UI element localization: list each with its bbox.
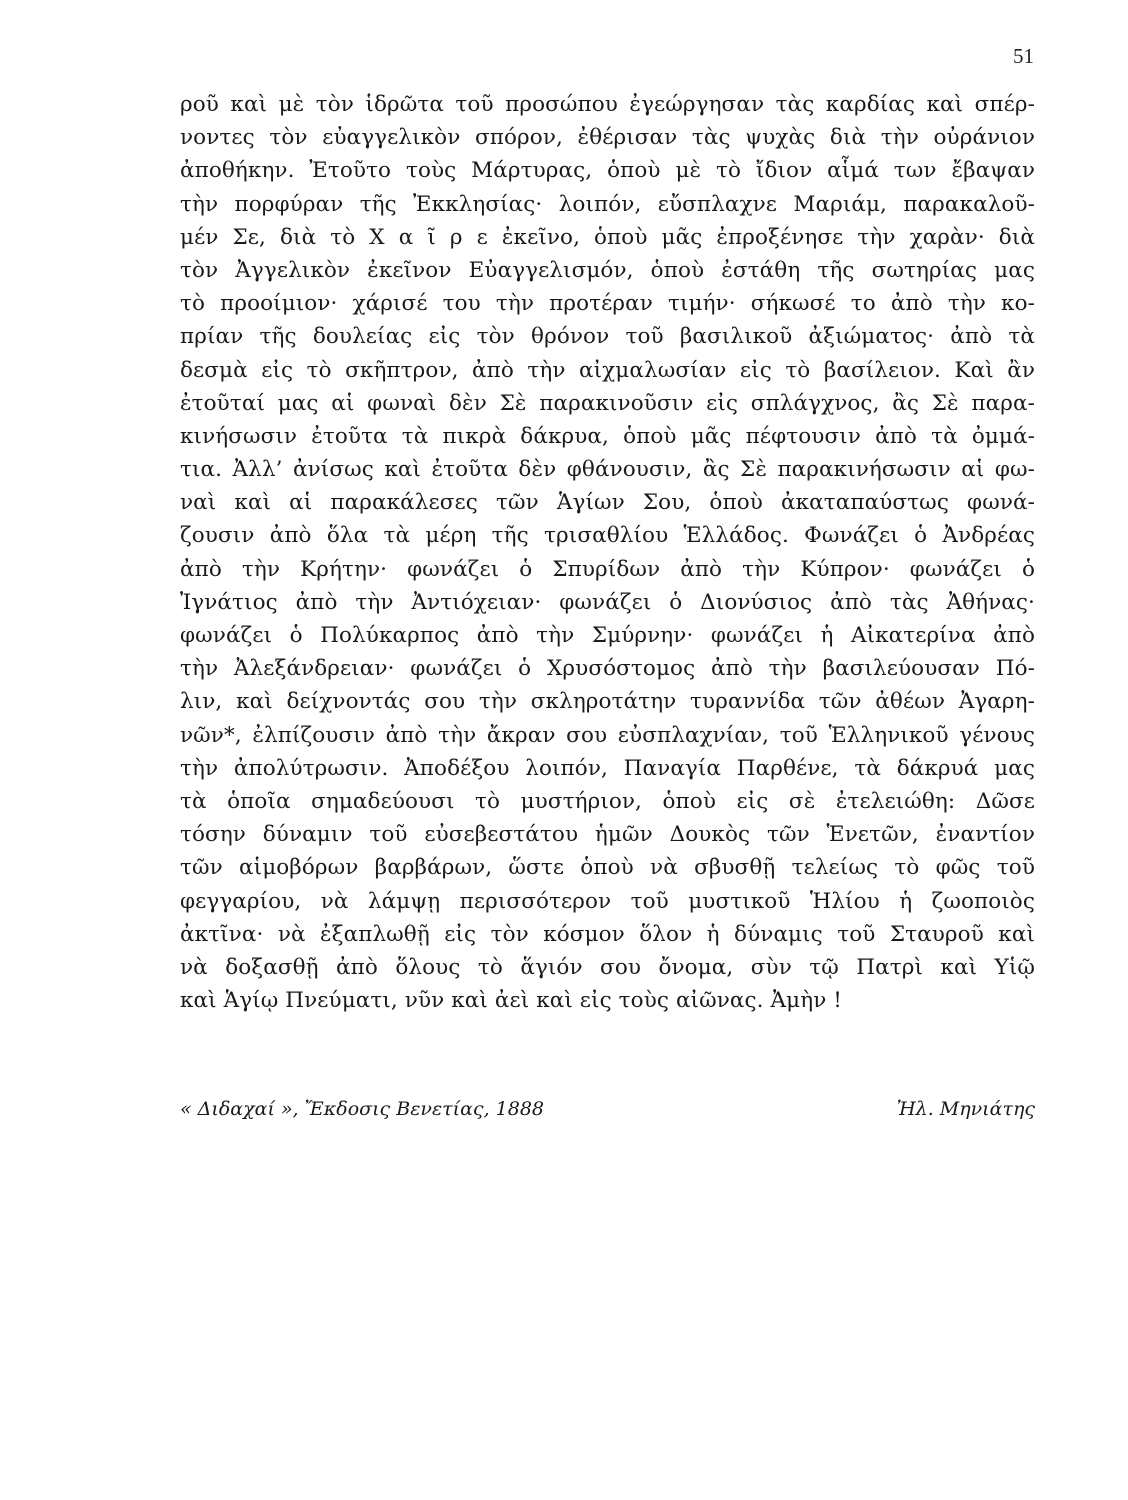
text-line: τὰ ὁποῖα σημαδεύουσι τὸ μυστήριον, ὁποὺ εἰς σὲ ἐτελειώθη: Δῶσε [180,788,1035,814]
author-name: Ἠλ. Μηνιάτης [896,1098,1035,1120]
text-line: τῶν αἱμοβόρων βαρβάρων, ὥστε ὁποὺ νὰ σβυσθῇ τελείως τὸ φῶς τοῦ [180,855,1035,881]
text-line: τόσην δύναμιν τοῦ εὐσεβεστάτου ἡμῶν Δουκὸς τῶν Ἑνετῶν, ἐναντίον [180,822,1035,848]
text-line: νοντες τὸν εὐαγγελικὸν σπόρον, ἐθέρισαν τὰς ψυχὰς διὰ τὴν οὐράνιον [180,125,1035,151]
text-line: τὴν Ἀλεξάνδρειαν· φωνάζει ὁ Χρυσόστομος ἀπὸ τὴν βασιλεύουσαν Πό- [180,656,1035,682]
text-line: φωνάζει ὁ Πολύκαρπος ἀπὸ τὴν Σμύρνην· φωνάζει ἡ Αἰκατερίνα ἀπὸ [180,623,1035,648]
text-line: πρίαν τῆς δουλείας εἰς τὸν θρόνον τοῦ βασιλικοῦ ἀξιώματος· ἀπὸ τὰ [180,324,1035,350]
text-line: φεγγαρίου, νὰ λάμψῃ περισσότερον τοῦ μυστικοῦ Ἡλίου ἡ ζωοποιὸς [180,888,1035,914]
source-citation: « Διδαχαί », Ἔκδοσις Βενετίας, 1888 [180,1098,545,1120]
body-text [180,88,1035,1017]
text-line: ἀπὸ τὴν Κρήτην· φωνάζει ὁ Σπυρίδων ἀπὸ τὴν Κύπρον· φωνάζει ὁ [180,556,1035,582]
text-line: ἀκτῖνα· νὰ ἐξαπλωθῇ εἰς τὸν κόσμον ὅλον ἡ δύναμις τοῦ Σταυροῦ καὶ [180,921,1035,947]
text-line: τὸ προοίμιον· χάρισέ του τὴν προτέραν τιμήν· σήκωσέ το ἀπὸ τὴν κο- [180,291,1035,317]
text-line: τὴν πορφύραν τῆς Ἐκκλησίας· λοιπόν, εὔσπλαχνε Μαριάμ, παρακαλοῦ- [180,191,1035,217]
text-line: ἀποθήκην. Ἐτοῦτο τοὺς Μάρτυρας, ὁποὺ μὲ τὸ ἴδιον αἷμά των ἔβαψαν [180,158,1035,184]
text-line: δεσμὰ εἰς τὸ σκῆπτρον, ἀπὸ τὴν αἰχμαλωσίαν εἰς τὸ βασίλειον. Καὶ ἂν [180,357,1035,383]
text-line: ἐτοῦταί μας αἱ φωναὶ δὲν Σὲ παρακινοῦσιν εἰς σπλάγχνος, ἂς Σὲ παρα- [180,390,1035,416]
page-number: 51 [1013,44,1034,68]
text-line: καὶ Ἁγίῳ Πνεύματι, νῦν καὶ ἀεὶ καὶ εἰς τοὺς αἰῶνας. Ἀμὴν ! [180,988,843,1014]
text-line: τὸν Ἀγγελικὸν ἐκεῖνον Εὐαγγελισμόν, ὁποὺ ἐστάθη τῆς σωτηρίας μας [180,257,1035,283]
text-line: ροῦ καὶ μὲ τὸν ἱδρῶτα τοῦ προσώπου ἐγεώργησαν τὰς καρδίας καὶ σπέρ- [180,92,1035,117]
text-line: λιν, καὶ δείχνοντάς σου τὴν σκληροτάτην τυραννίδα τῶν ἀθέων Ἀγαρη- [180,689,1035,715]
footer [180,1098,1035,1128]
text-line: κινήσωσιν ἐτοῦτα τὰ πικρὰ δάκρυα, ὁποὺ μᾶς πέφτουσιν ἀπὸ τὰ ὀμμά- [180,423,1035,449]
text-line: τὴν ἀπολύτρωσιν. Ἀποδέξου λοιπόν, Παναγία Παρθένε, τὰ δάκρυά μας [180,755,1035,781]
text-line: ζουσιν ἀπὸ ὅλα τὰ μέρη τῆς τρισαθλίου Ἑλλάδος. Φωνάζει ὁ Ἀνδρέας [180,523,1035,549]
text-line: μέν Σε, διὰ τὸ Χ α ῖ ρ ε ἐκεῖνο, ὁποὺ μᾶς ἐπροξένησε τὴν χαρὰν· διὰ [180,224,1035,250]
text-line: νὰ δοξασθῇ ἀπὸ ὅλους τὸ ἅγιόν σου ὄνομα, σὺν τῷ Πατρὶ καὶ Υἱῷ [180,954,1035,980]
text-line: ναὶ καὶ αἱ παρακάλεσες τῶν Ἁγίων Σου, ὁποὺ ἀκαταπαύστως φωνά- [180,490,1035,516]
text-line: νῶν*, ἐλπίζουσιν ἀπὸ τὴν ἄκραν σου εὐσπλαχνίαν, τοῦ Ἑλληνικοῦ γένους [180,722,1035,748]
text-line: τια. Ἀλλ’ ἀνίσως καὶ ἐτοῦτα δὲν φθάνουσιν, ἂς Σὲ παρακινήσωσιν αἱ φω- [180,457,1035,483]
text-line: Ἰγνάτιος ἀπὸ τὴν Ἀντιόχειαν· φωνάζει ὁ Διονύσιος ἀπὸ τὰς Ἀθήνας· [180,589,1035,615]
